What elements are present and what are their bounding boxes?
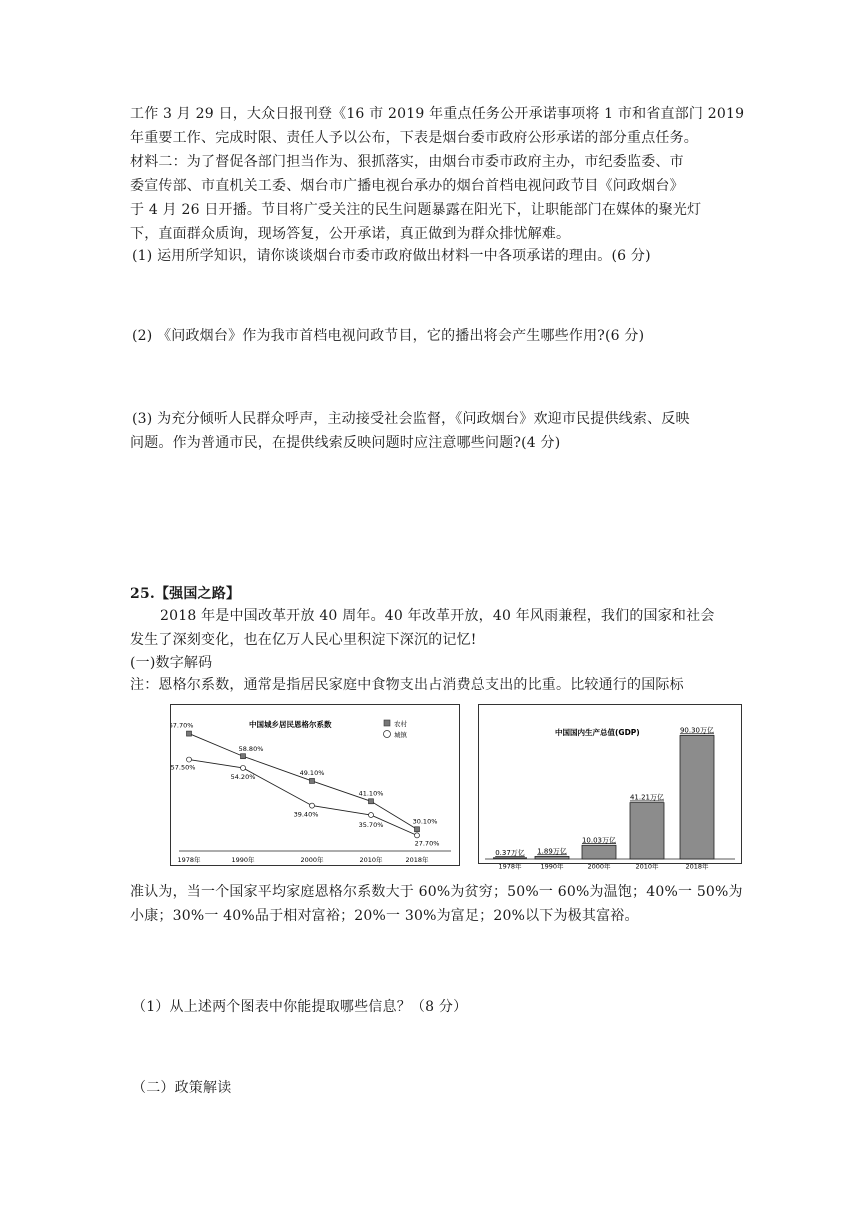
data-point-rural <box>187 731 192 736</box>
data-point-urban <box>241 765 246 770</box>
paragraph-line: 于 4 月 26 日开播。节目将广受关注的民生问题暴露在阳光下，让职能部门在媒体的聚光灯 <box>130 202 702 218</box>
data-label: 90.30万亿 <box>679 726 715 735</box>
bar <box>680 735 714 859</box>
question-3-line-2: 问题。作为普通市民，在提供线索反映问题时应注意哪些问题?(4 分) <box>130 435 561 451</box>
data-label: 49.10% <box>299 768 325 777</box>
data-label: 39.40% <box>293 810 319 819</box>
data-label: 35.70% <box>358 821 384 830</box>
note-line: 注：恩格尔系数，通常是指居民家庭中食物支出占消费总支出的比重。比较通行的国际标 <box>130 677 684 693</box>
data-label: 57.50% <box>171 763 196 772</box>
question-2: (2) 《问政烟台》作为我市首档电视问政节目，它的播出将会产生哪些作用?(6 分) <box>132 328 645 344</box>
gdp-bar-chart <box>478 704 742 871</box>
data-label: 30.10% <box>412 817 438 826</box>
question-1: (1) 运用所学知识，请你谈谈烟台市委市政府做出材料一中各项承诺的理由。(6 分) <box>132 248 651 264</box>
data-point-rural <box>369 799 374 804</box>
data-label: 41.21万亿 <box>629 793 665 802</box>
data-label: 1.89万亿 <box>537 847 567 856</box>
bar <box>630 803 664 859</box>
data-point-rural <box>241 754 246 759</box>
gdp-chart-svg <box>479 705 741 873</box>
data-label: 27.70% <box>414 839 440 848</box>
note-line: 准认为，当一个国家平均家庭恩格尔系数大于 60%为贫穷；50%一 60%为温饱；40%一 50%为 <box>130 884 743 900</box>
x-tick-label: 2018年 <box>405 856 429 864</box>
paragraph-line: 发生了深刻变化，也在亿万人民心里积淀下深沉的记忆! <box>130 632 477 648</box>
x-tick-label: 1978年 <box>177 856 201 864</box>
subsection-heading: (一)数字解码 <box>130 655 213 671</box>
x-tick-label: 1990年 <box>231 856 255 864</box>
chart-title: 中国国内生产总值(GDP) <box>555 728 640 737</box>
data-label: 54.20% <box>230 772 256 781</box>
x-tick-label: 2018年 <box>685 862 709 871</box>
data-label: 10.03万亿 <box>581 836 617 845</box>
chart-title: 中国城乡居民恩格尔系数 <box>249 720 332 729</box>
bar <box>582 845 616 859</box>
data-point-urban <box>187 757 192 762</box>
data-point-rural <box>310 778 315 783</box>
data-point-urban <box>310 803 315 808</box>
section-heading: 25.【强国之路】 <box>130 586 241 602</box>
data-point-urban <box>369 813 374 818</box>
data-label: 41.10% <box>358 789 384 798</box>
data-label: 67.70% <box>171 721 194 730</box>
paragraph-line: 工作 3 月 29 日，大众日报刊登《16 市 2019 年重点任务公开承诺事项将 1 市和省直部门 2019 <box>130 106 745 122</box>
x-tick-label: 2000年 <box>300 856 324 864</box>
question-3-line-1: (3) 为充分倾听人民群众呼声，主动接受社会监督，《问政烟台》欢迎市民提供线索、反映 <box>132 411 690 427</box>
note-line: 小康；30%一 40%品于相对富裕；20%一 30%为富足；20%以下为极其富裕。 <box>130 908 639 924</box>
x-tick-label: 1990年 <box>540 862 564 871</box>
subsection-heading: （二）政策解读 <box>132 1080 232 1096</box>
x-tick-label: 1978年 <box>498 862 522 871</box>
paragraph-line: 年重要工作、完成时限、责任人予以公布，下表是烟台委市政府公形承诺的部分重点任务。 <box>130 130 698 146</box>
legend-label-urban: 城镇 <box>394 731 407 739</box>
legend-label-rural: 农村 <box>394 720 407 728</box>
data-label: 58.80% <box>238 745 264 754</box>
engel-coefficient-chart <box>170 704 460 866</box>
x-tick-label: 2000年 <box>587 862 611 871</box>
paragraph-line: 2018 年是中国改革开放 40 周年。40 年改革开放，40 年风雨兼程，我们的国家和社会 <box>160 608 715 624</box>
data-point-rural <box>415 827 420 832</box>
data-label: 0.37万亿 <box>495 849 525 857</box>
x-tick-label: 2010年 <box>635 862 659 871</box>
engel-chart-svg <box>171 705 459 865</box>
question-25-1: （1）从上述两个图表中你能提取哪些信息？（8 分） <box>132 999 468 1015</box>
data-point-urban <box>415 833 420 838</box>
bar <box>535 856 569 859</box>
paragraph-line: 下，直面群众质询，现场答复，公开承诺，真正做到为群众排忧解难。 <box>130 226 571 242</box>
x-tick-label: 2010年 <box>359 856 383 864</box>
paragraph-line: 委宣传部、市直机关工委、烟台市广播电视台承办的烟台首档电视问政节目《问政烟台》 <box>130 178 684 194</box>
paragraph-line: 材料二：为了督促各部门担当作为、狠抓落实，由烟台市委市政府主办，市纪委监委、市 <box>130 154 684 170</box>
legend-square-icon <box>384 720 390 726</box>
legend-circle-icon <box>384 731 391 738</box>
